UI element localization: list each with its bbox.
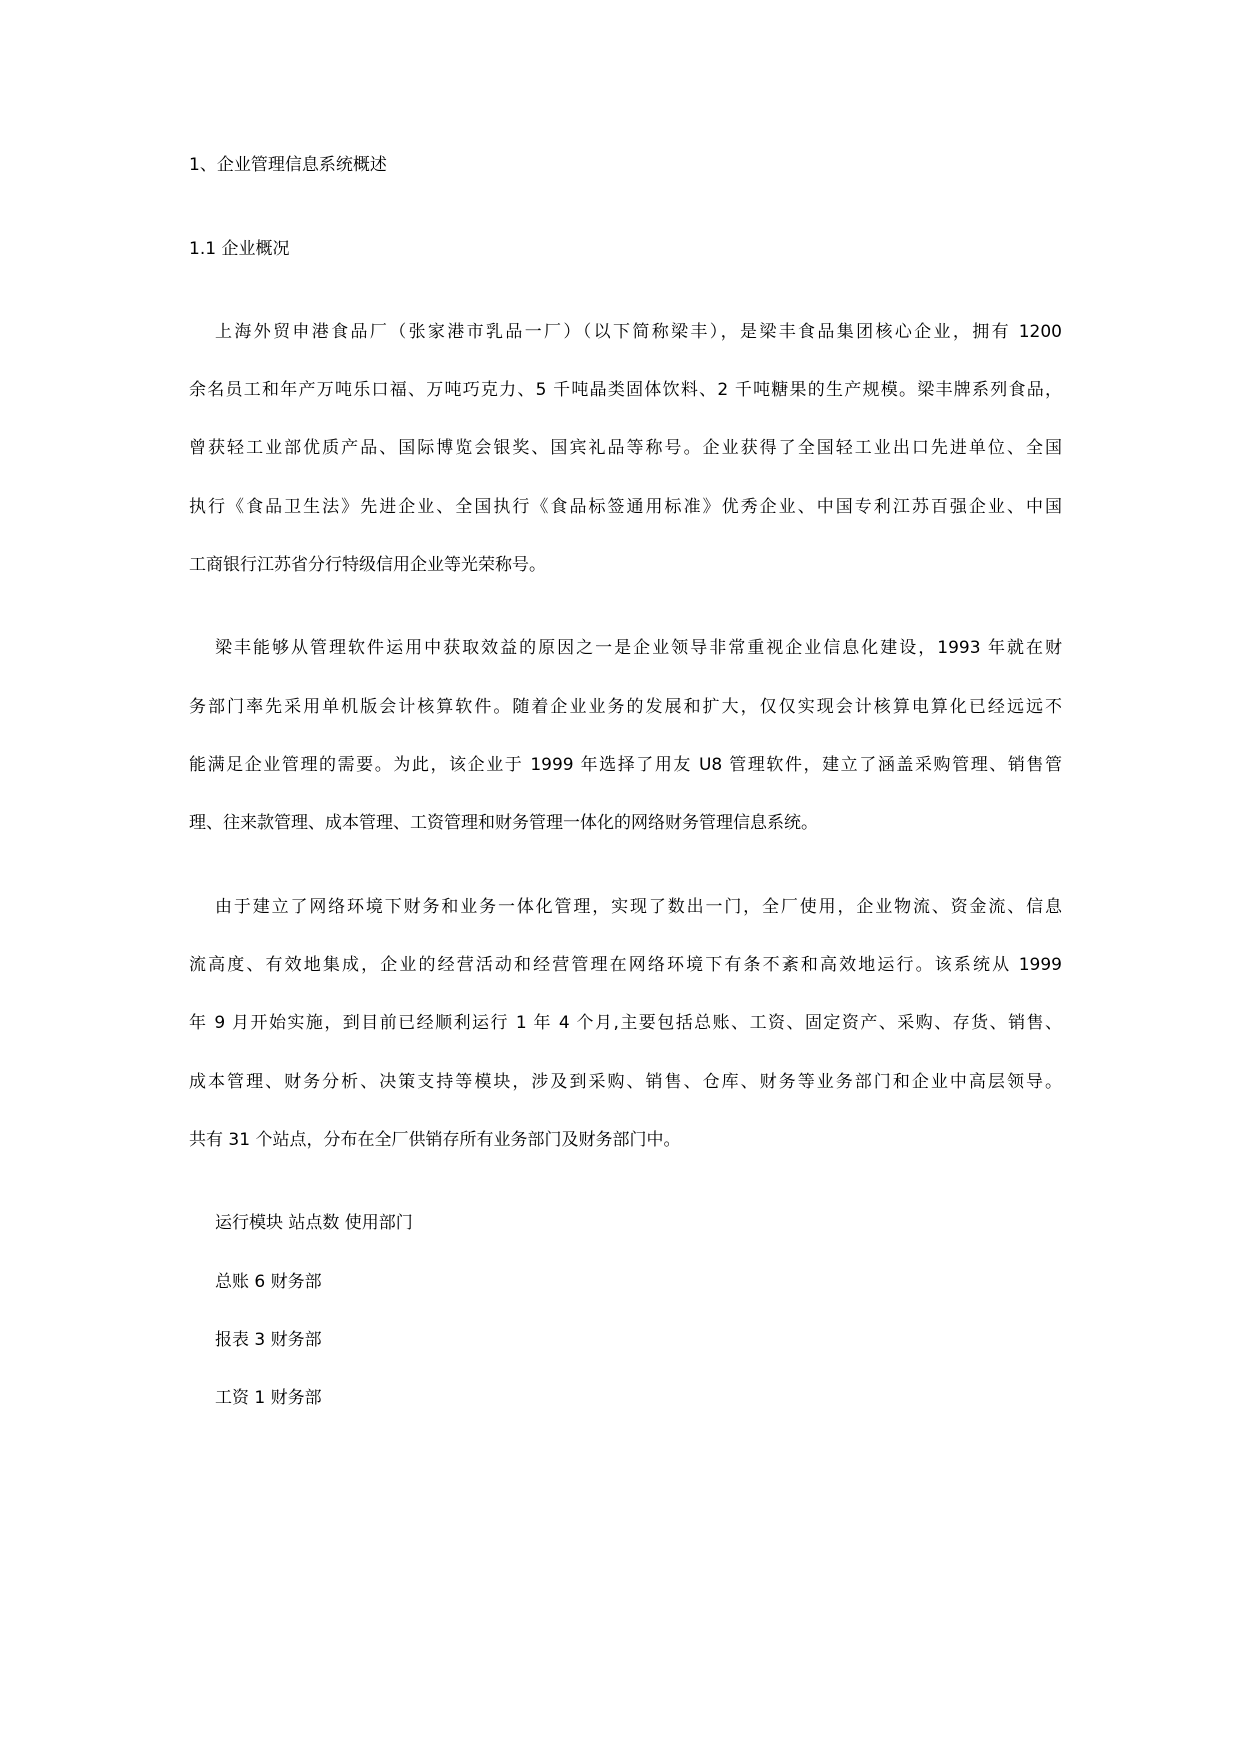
paragraph-line: 理、往来款管理、成本管理、工资管理和财务管理一体化的网络财务管理信息系统。 xyxy=(189,813,818,833)
paragraph-line: 能满足企业管理的需要。为此，该企业于 1999 年选择了用友 U8 管理软件，建立了涵盖采购管理、销售管 xyxy=(189,755,1062,775)
paragraph-line: 成本管理、财务分析、决策支持等模块，涉及到采购、销售、仓库、财务等业务部门和企业中高层领导。 xyxy=(189,1072,1062,1092)
paragraph-line: 由于建立了网络环境下财务和业务一体化管理，实现了数出一门，全厂使用，企业物流、资金流、信息 xyxy=(215,897,1062,917)
table-header: 运行模块 站点数 使用部门 xyxy=(215,1213,413,1233)
table-row: 总账 6 财务部 xyxy=(215,1272,322,1292)
table-row: 报表 3 财务部 xyxy=(215,1330,322,1350)
section-heading: 1、企业管理信息系统概述 xyxy=(189,155,387,175)
subsection-heading: 1.1 企业概况 xyxy=(189,239,290,259)
paragraph-line: 执行《食品卫生法》先进企业、全国执行《食品标签通用标准》优秀企业、中国专利江苏百强企业、中国 xyxy=(189,497,1062,517)
paragraph-line: 工商银行江苏省分行特级信用企业等光荣称号。 xyxy=(189,555,546,575)
paragraph-line: 务部门率先采用单机版会计核算软件。随着企业业务的发展和扩大，仅仅实现会计核算电算化已经远远不 xyxy=(189,697,1062,717)
paragraph-line: 流高度、有效地集成，企业的经营活动和经营管理在网络环境下有条不紊和高效地运行。该系统从 1999 xyxy=(189,955,1062,975)
paragraph-line: 年 9 月开始实施，到目前已经顺利运行 1 年 4 个月,主要包括总账、工资、固定资产、采购、存货、销售、 xyxy=(189,1013,1062,1033)
paragraph-line: 曾获轻工业部优质产品、国际博览会银奖、国宾礼品等称号。企业获得了全国轻工业出口先进单位、全国 xyxy=(189,438,1062,458)
paragraph-line: 梁丰能够从管理软件运用中获取效益的原因之一是企业领导非常重视企业信息化建设，1993 年就在财 xyxy=(215,638,1062,658)
paragraph-line: 余名员工和年产万吨乐口福、万吨巧克力、5 千吨晶类固体饮料、2 千吨糖果的生产规模。梁丰牌系列食品， xyxy=(189,380,1062,400)
paragraph-line: 共有 31 个站点，分布在全厂供销存所有业务部门及财务部门中。 xyxy=(189,1130,681,1150)
paragraph-line: 上海外贸申港食品厂（张家港市乳品一厂）（以下简称梁丰），是梁丰食品集团核心企业，拥有 1200 xyxy=(215,322,1062,342)
table-row: 工资 1 财务部 xyxy=(215,1388,322,1408)
